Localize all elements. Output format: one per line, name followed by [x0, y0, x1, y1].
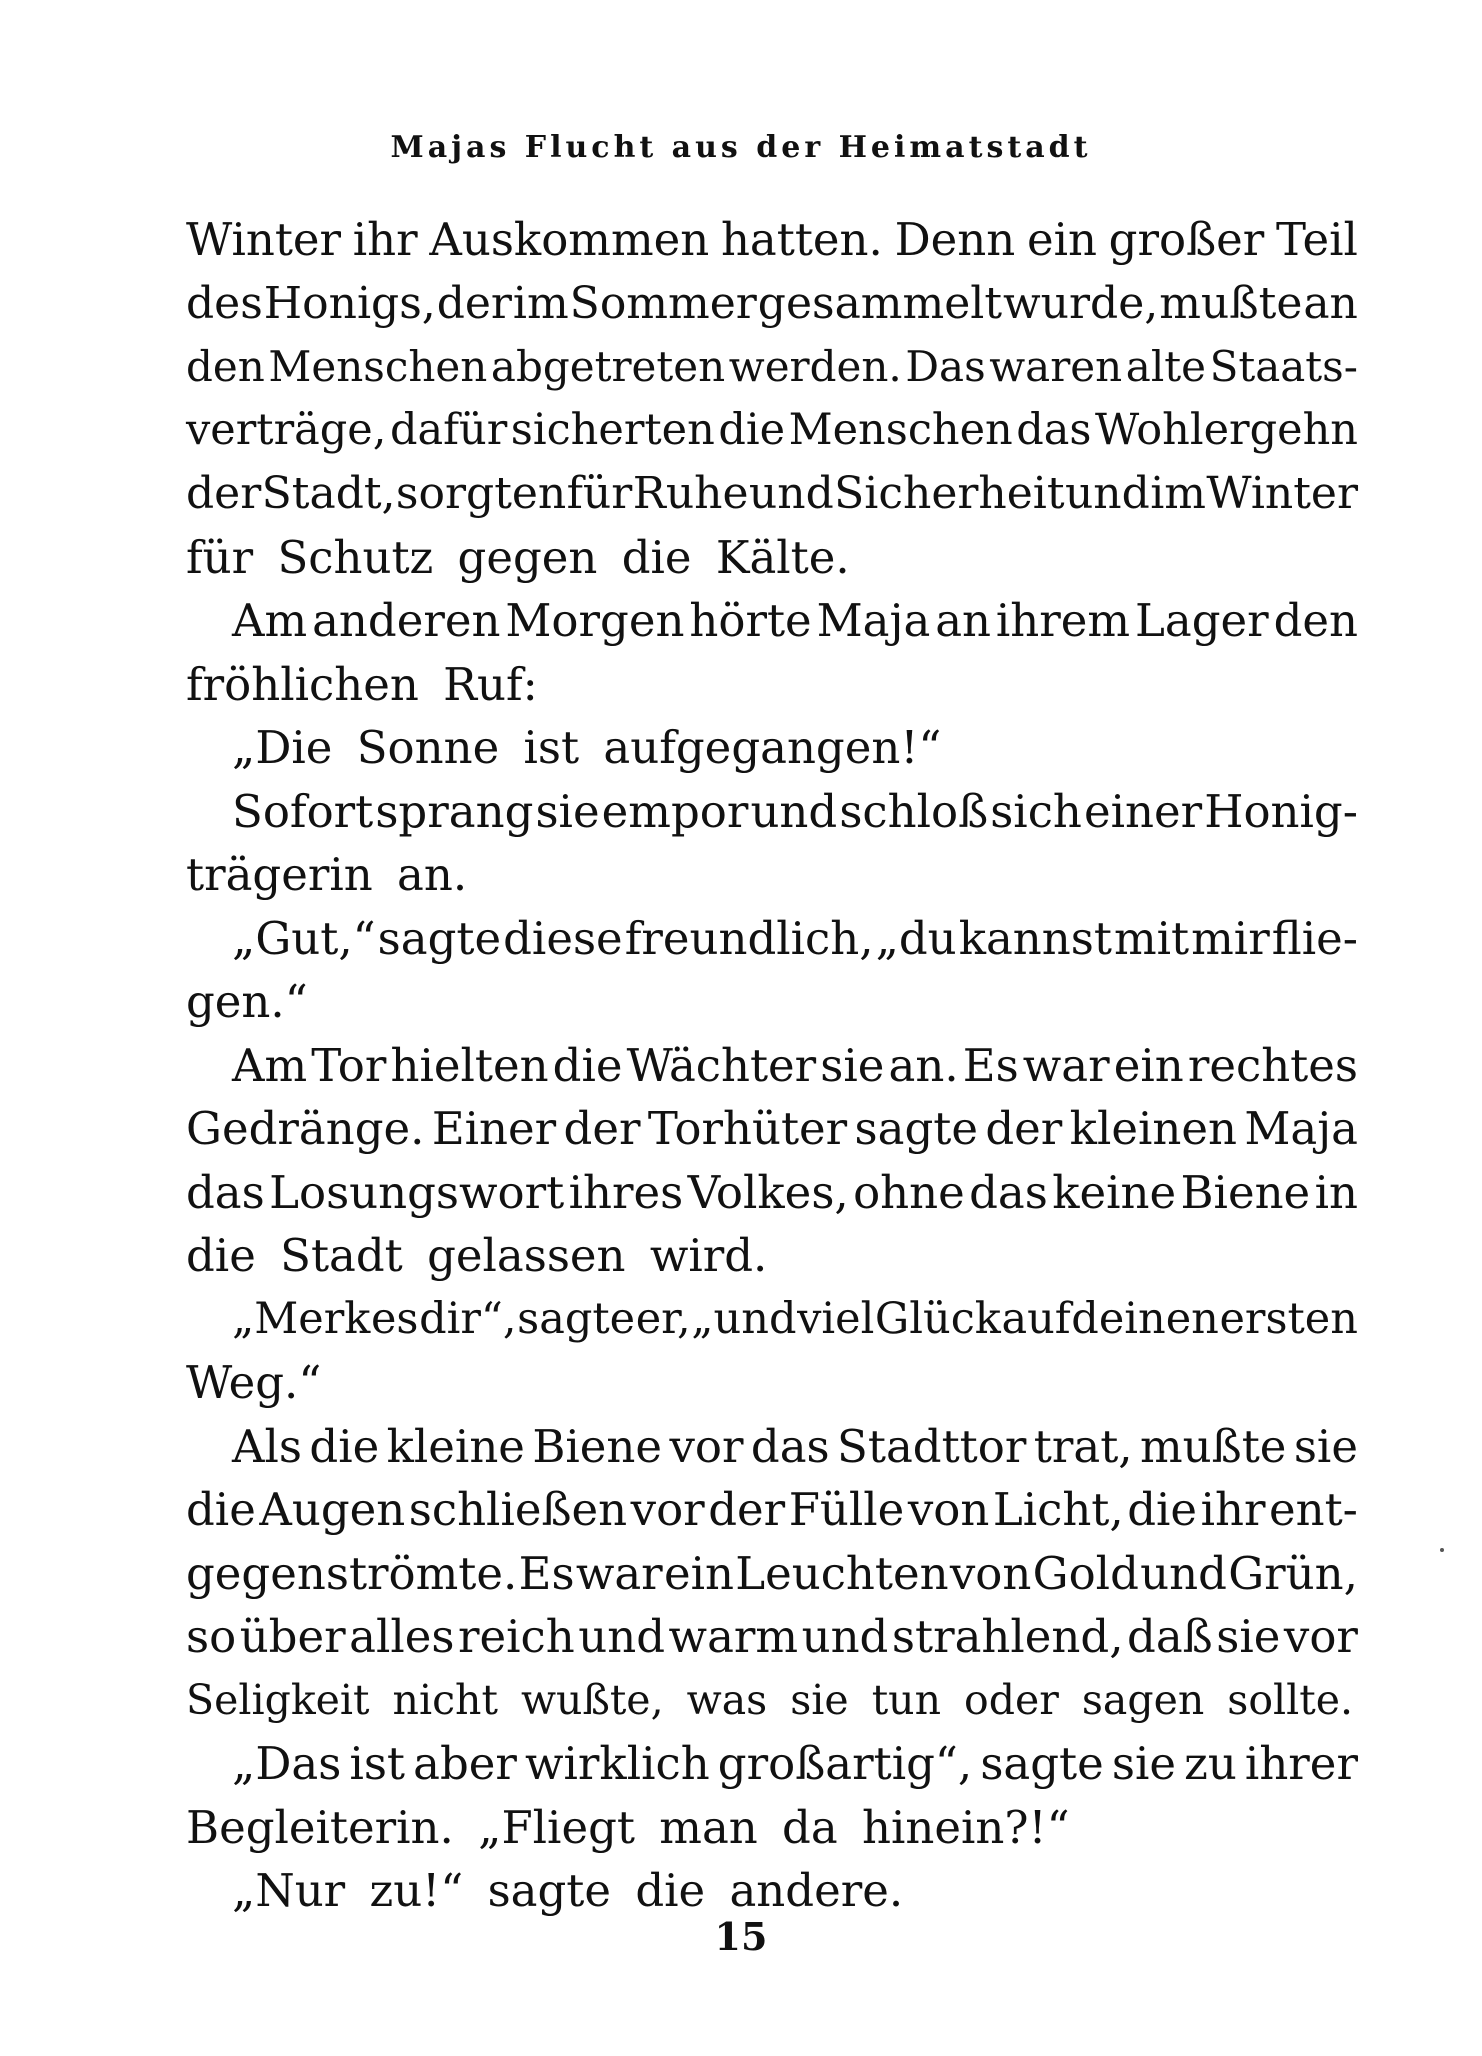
text-line: Am Tor hielten die Wächter sie an. Es war ein rechtes — [232, 1038, 1358, 1092]
text-line: Weg.“ — [186, 1356, 322, 1409]
text-line: die Stadt gelassen wird. — [186, 1229, 768, 1282]
text-line: „Die Sonne ist aufgegangen!“ — [232, 721, 942, 774]
text-line: Als die kleine Biene vor das Stadttor trat, mußte sie — [232, 1419, 1358, 1473]
text-line: Gedränge. Einer der Torhüter sagte der kleinen Maja — [186, 1102, 1358, 1155]
text-line: gen.“ — [186, 975, 308, 1028]
print-speck — [1440, 1548, 1444, 1552]
text-line: Seligkeit nicht wußte, was sie tun oder sagen sollte. — [186, 1675, 1354, 1724]
text-line: so über alles reich und warm und strahlend, daß sie vor — [186, 1610, 1358, 1663]
text-line: „Nur zu!“ sagte die andere. — [232, 1864, 904, 1917]
text-line: das Losungswort ihres Volkes, ohne das keine Biene in — [186, 1165, 1358, 1219]
text-line: trägerin an. — [186, 848, 468, 901]
page-number: 15 — [714, 1914, 768, 1959]
text-line: für Schutz gegen die Kälte. — [186, 530, 850, 584]
text-line: der Stadt, sorgten für Ruhe und Sicherheit und im Winter — [186, 468, 1358, 519]
running-head: Majas Flucht aus der Heimatstadt — [390, 130, 1092, 165]
text-line: fröhlichen Ruf: — [186, 657, 538, 711]
text-line: „Das ist aber wirklich großartig“, sagte sie zu ihrer — [232, 1737, 1358, 1790]
text-line: Winter ihr Auskommen hatten. Denn ein großer Teil — [186, 213, 1358, 266]
body-text — [186, 208, 1358, 1923]
text-line: verträge, dafür sicherten die Menschen das Wohlergehn — [186, 404, 1358, 455]
text-line: Begleiterin. „Fliegt man da hinein?!“ — [186, 1800, 1070, 1854]
text-line: gegenströmte. Es war ein Leuchten von Gold und Grün, — [186, 1546, 1358, 1600]
text-line: Am anderen Morgen hörte Maja an ihrem Lager den — [232, 594, 1358, 647]
text-line: des Honigs, der im Sommer gesammelt wurde, mußte an — [186, 277, 1358, 329]
text-line: „Merk es dir“, sagte er, „und viel Glück auf deinen ersten — [232, 1293, 1358, 1344]
text-line: die Augen schließen vor der Fülle von Licht, die ihr ent- — [186, 1483, 1358, 1536]
text-line: Sofort sprang sie empor und schloß sich einer Honig- — [232, 784, 1358, 838]
text-line: „Gut,“ sagte diese freundlich, „du kannst mit mir flie- — [232, 911, 1358, 965]
text-line: den Menschen abgetreten werden. Das waren alte Staats- — [186, 342, 1358, 391]
